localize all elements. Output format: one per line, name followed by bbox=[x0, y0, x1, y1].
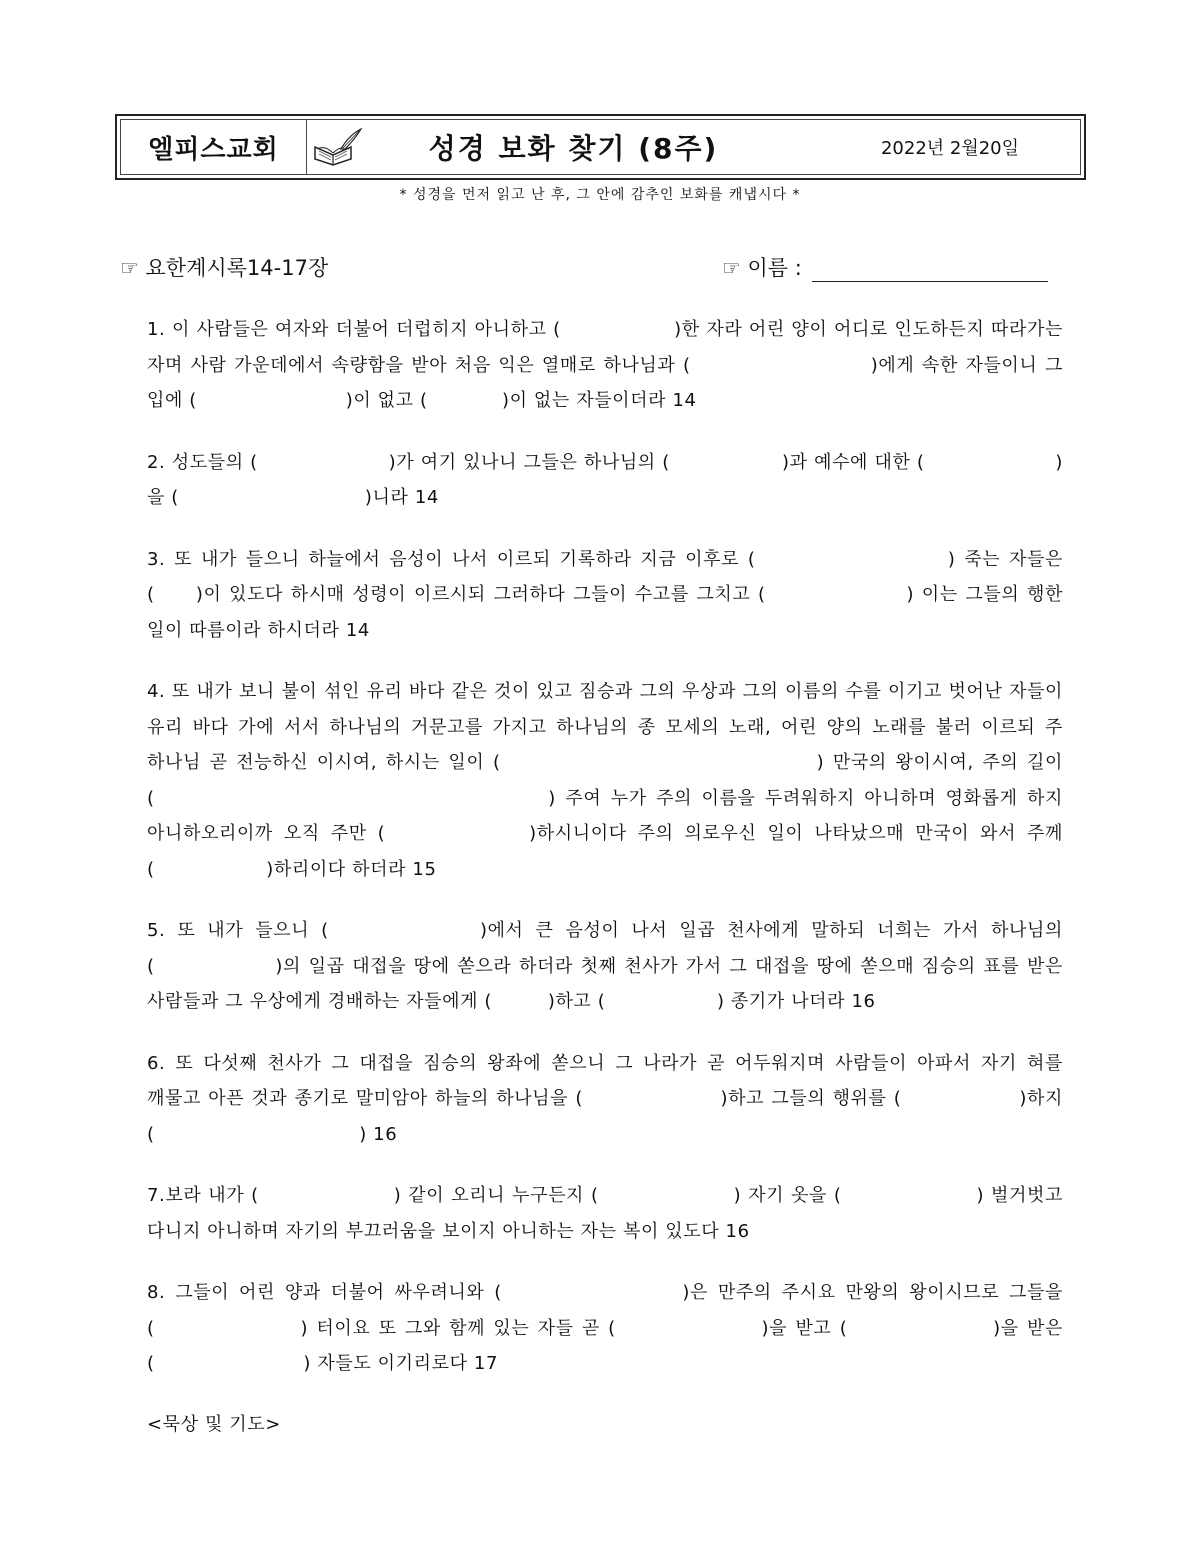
header-box bbox=[115, 114, 1086, 180]
name-label: ☞ 이름 : bbox=[722, 256, 802, 280]
chapter-reference: ☞ 요한계시록14-17장 bbox=[120, 256, 329, 280]
page-title: 성경 보화 찾기 (8주) bbox=[428, 132, 719, 165]
question-6: 6. 또 다섯째 천사가 그 대접을 짐승의 왕좌에 쏟으니 그 나라가 곧 어두워지며 사람들이 아파서 자기 혀를 깨물고 아픈 것과 종기로 말미암아 하늘의 하나님을 ( )하고 그들의 행위를 ( )하지 ( ) 16 bbox=[147, 1052, 1063, 1145]
date: 2022년 2월20일 bbox=[880, 138, 1020, 159]
question-3: 3. 또 내가 들으니 하늘에서 음성이 나서 이르되 기록하라 지금 이후로 ( ) 죽는 자들은 ( )이 있도다 하시매 성령이 이르시되 그러하다 그들이 수고를 그치고 ( ) 이는 그들의 행한 일이 따름이라 하시더라 14 bbox=[147, 548, 1063, 641]
subtitle-note: * 성경을 먼저 읽고 난 후, 그 안에 감추인 보화를 캐냅시다 * bbox=[399, 187, 801, 203]
open-book-quill-icon bbox=[307, 120, 367, 174]
question-1: 1. 이 사람들은 여자와 더불어 더럽히지 아니하고 ( )한 자라 어린 양이 어디로 인도하든지 따라가는 자며 사람 가운데에서 속량함을 받아 처음 익은 열매로 하나님과 ( )에게 속한 자들이니 그 입에 ( )이 없고 ( )이 없는 자들이더라 14 bbox=[147, 319, 1063, 411]
question-5: 5. 또 내가 들으니 ( )에서 큰 음성이 나서 일곱 천사에게 말하되 너희는 가서 하나님의 ( )의 일곱 대접을 땅에 쏟으라 하더라 첫째 천사가 가서 그 대접을 땅에 쏟으매 짐승의 표를 받은 사람들과 그 우상에게 경배하는 자들에게 ( )하고 ( ) 종기가 나더라 16 bbox=[147, 920, 1063, 1012]
name-blank-line bbox=[812, 257, 1048, 282]
question-list bbox=[147, 312, 1063, 1408]
question-4: 4. 또 내가 보니 불이 섞인 유리 바다 같은 것이 있고 짐승과 그의 우상과 그의 이름의 수를 이기고 벗어난 자들이 유리 바다 가에 서서 하나님의 거문고를 가지고 하나님의 종 모세의 노래, 어린 양의 노래를 불러 이르되 주 하나님 곧 전능하신 이시여, 하시는 일이 ( ) 만국의 왕이시여, 주의 길이 ( ) 주여 누가 주의 이름을 두려워하지 아니하며 영화롭게 하지 아니하오리이까 오직 주만 ( )하시니이다 주의 의로우신 일이 나타났으매 만국이 와서 주께 ( )하리이다 하더라 15 bbox=[147, 681, 1063, 880]
header-inner bbox=[120, 119, 1081, 175]
question-2: 2. 성도들의 ( )가 여기 있나니 그들은 하나님의 ( )과 예수에 대한 ( )을 ( )니라 14 bbox=[147, 451, 1063, 508]
church-name: 엘피스교회 bbox=[121, 120, 307, 174]
closing-note: <묵상 및 기도> bbox=[147, 1414, 281, 1435]
question-8: 8. 그들이 어린 양과 더불어 싸우려니와 ( )은 만주의 주시요 만왕의 왕이시므로 그들을 ( ) 터이요 또 그와 함께 있는 자들 곧 ( )을 받고 ( )을 받은 ( ) 자들도 이기리로다 17 bbox=[147, 1282, 1063, 1374]
question-7: 7.보라 내가 ( ) 같이 오리니 누구든지 ( ) 자기 옷을 ( ) 벌거벗고 다니지 아니하며 자기의 부끄러움을 보이지 아니하는 자는 복이 있도다 16 bbox=[147, 1185, 1063, 1242]
name-field bbox=[722, 252, 1048, 282]
